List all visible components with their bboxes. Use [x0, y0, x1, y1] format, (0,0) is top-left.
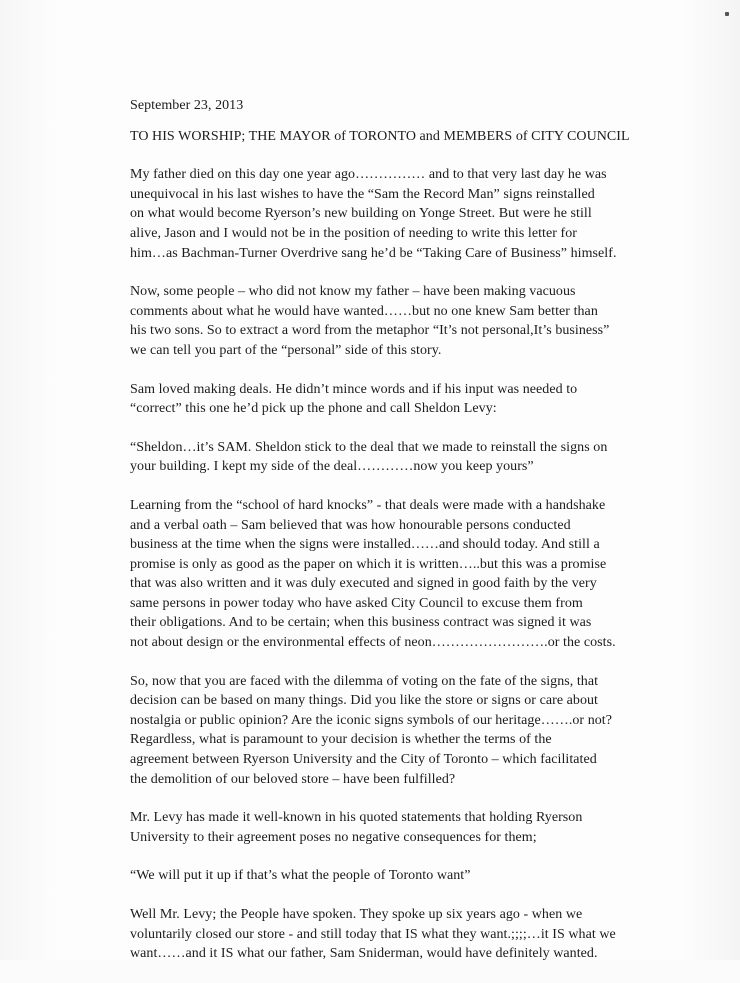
paragraph-2 — [130, 282, 620, 360]
paragraph-line: want……and it IS what our father, Sam Sniderman, would have definitely wanted. — [130, 946, 598, 962]
paragraph-quote-sheldon — [130, 438, 620, 477]
paragraph-line: nostalgia or public opinion? Are the iconic signs symbols of our heritage…….or not? — [130, 712, 613, 728]
paragraph-line: same persons in power today who have asked City Council to excuse them from — [130, 595, 583, 611]
paragraph-line: My father died on this day one year ago…………… and to that very last day he was — [130, 167, 607, 183]
paragraph-line: and a verbal oath – Sam believed that was how honourable persons conducted — [130, 517, 571, 533]
paragraph-line: their obligations. And to be certain; when this business contract was signed it was — [130, 615, 592, 631]
paragraph-3 — [130, 380, 620, 419]
paragraph-6 — [130, 672, 620, 790]
paragraph-line: your building. I kept my side of the deal…………now you keep yours” — [130, 459, 534, 475]
paragraph-9 — [130, 905, 620, 964]
paragraph-line: comments about what he would have wanted……but no one knew Sam better than — [130, 303, 598, 319]
paragraph-line: Regardless, what is paramount to your decision is whether the terms of the — [130, 732, 552, 748]
paragraph-line: business at the time when the signs were installed……and should today. And still a — [130, 537, 600, 553]
paragraph-line: “Sheldon…it’s SAM. Sheldon stick to the deal that we made to reinstall the signs on — [130, 439, 608, 455]
paragraph-line: Sam loved making deals. He didn’t mince words and if his input was needed to — [130, 381, 578, 397]
paragraph-line: Learning from the “school of hard knocks” - that deals were made with a handshake — [130, 497, 606, 513]
paragraph-line: Now, some people – who did not know my father – have been making vacuous — [130, 284, 576, 300]
paragraph-line: the demolition of our beloved store – have been fulfilled? — [130, 771, 456, 787]
letter-date: September 23, 2013 — [130, 98, 244, 113]
paragraph-line: that was also written and it was duly executed and signed in good faith by the very — [130, 576, 597, 592]
paragraph-line: decision can be based on many things. Did you like the store or signs or care about — [130, 693, 598, 709]
paragraph-line: So, now that you are faced with the dilemma of voting on the fate of the signs, that — [130, 673, 599, 689]
paragraph-line: alive, Jason and I would not be in the position of needing to write this letter for — [130, 225, 578, 241]
paragraph-line: on what would become Ryerson’s new building on Yonge Street. But were he still — [130, 206, 592, 222]
paragraph-line: promise is only as good as the paper on which it is written…..but this was a promise — [130, 556, 607, 572]
paragraph-line: unequivocal in his last wishes to have the “Sam the Record Man” signs reinstalled — [130, 186, 595, 202]
paragraph-line: “We will put it up if that’s what the people of Toronto want” — [130, 868, 471, 884]
paragraph-line: University to their agreement poses no negative consequences for them; — [130, 829, 537, 845]
paragraph-line: voluntarily closed our store - and still today that IS what they want.;;;;…it IS what we — [130, 926, 616, 942]
letter-body — [130, 96, 630, 983]
paragraph-line: his two sons. So to extract a word from the metaphor “It’s not personal,It’s business” — [130, 323, 610, 339]
paragraph-line: we can tell you part of the “personal” side of this story. — [130, 342, 442, 358]
paragraph-7 — [130, 808, 620, 847]
paragraph-line: Mr. Levy has made it well-known in his quoted statements that holding Ryerson — [130, 810, 583, 826]
scan-mark — [725, 12, 729, 16]
paragraph-quote-levy — [130, 866, 620, 886]
paragraph-line: “correct” this one he’d pick up the phone and call Sheldon Levy: — [130, 401, 497, 417]
paragraph-line: agreement between Ryerson University and the City of Toronto – which facilitated — [130, 752, 597, 768]
paragraph-1 — [130, 165, 620, 263]
paragraph-line: him…as Bachman-Turner Overdrive sang he’d be “Taking Care of Business” himself. — [130, 245, 617, 261]
paragraph-line: not about design or the environmental effects of neon…………………….or the costs. — [130, 635, 616, 651]
paragraph-line: Well Mr. Levy; the People have spoken. They spoke up six years ago - when we — [130, 907, 583, 922]
letter-salutation: TO HIS WORSHIP; THE MAYOR of TORONTO and MEMBERS of CITY COUNCIL — [130, 128, 630, 144]
paragraph-5 — [130, 496, 620, 653]
